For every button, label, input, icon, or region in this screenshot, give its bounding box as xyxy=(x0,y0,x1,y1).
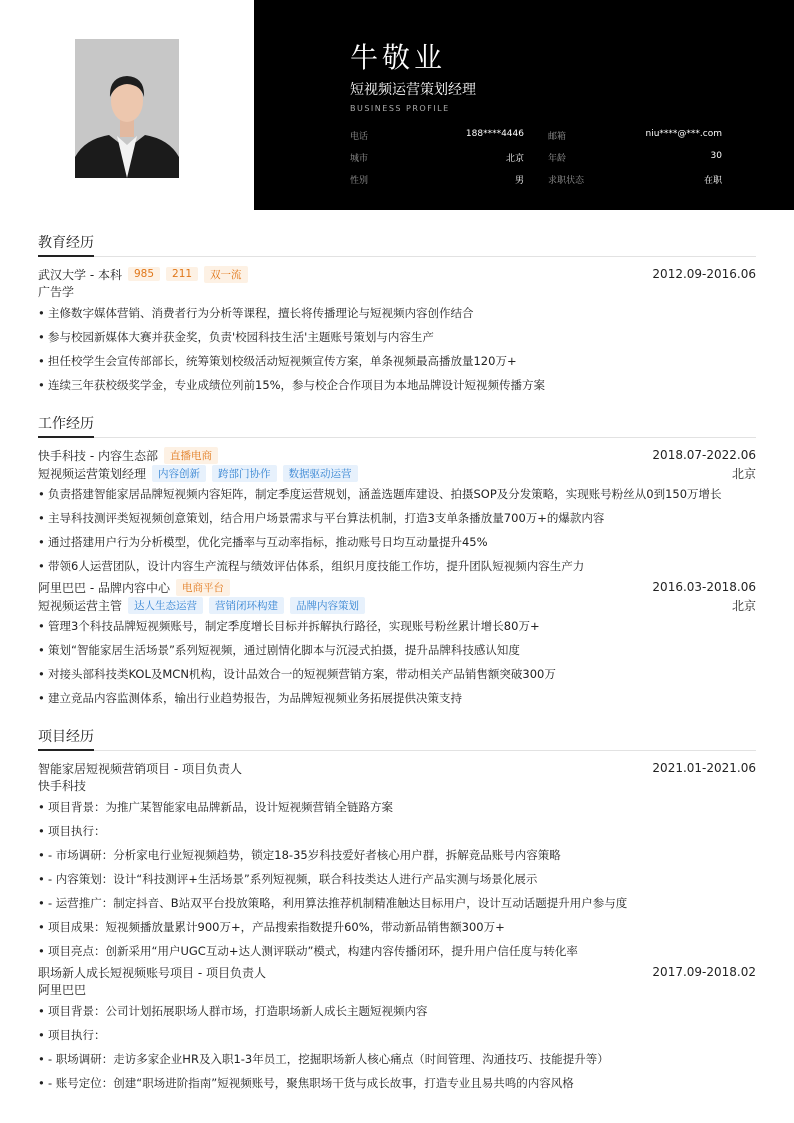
bullet-list xyxy=(38,301,756,397)
project-header xyxy=(38,759,756,777)
date-range: 2016.03-2018.06 xyxy=(652,580,756,594)
city: 北京 xyxy=(731,466,756,481)
job-header xyxy=(38,446,756,464)
list-item: • 对接头部科技类KOL及MCN机构，设计品效合一的短视频营销方案，带动相关产品销售额突破300万 xyxy=(38,662,756,686)
profile-header xyxy=(254,0,794,210)
list-item: • 连续三年获校级奖学金，专业成绩位列前15%，参与校企合作项目为本地品牌设计短视频传播方案 xyxy=(38,373,756,397)
list-item: • 主修数字媒体营销、消费者行为分析等课程，擅长将传播理论与短视频内容创作结合 xyxy=(38,301,756,325)
list-item: • 负责搭建智能家居品牌短视频内容矩阵，制定季度运营规划，涵盖选题库建设、拍摄SOP及分发策略，实现账号粉丝从0到150万增长 xyxy=(38,482,756,506)
company-name: 快手科技 - 内容生态部 xyxy=(38,448,158,463)
tag: 营销闭环构建 xyxy=(209,597,284,614)
role-row xyxy=(38,596,756,614)
info-age: 年龄 30 xyxy=(548,150,722,164)
project-name: 智能家居短视频营销项目 - 项目负责人 xyxy=(38,761,242,776)
list-item: • - 账号定位：创建“职场进阶指南”短视频账号，聚焦职场干货与成长故事，打造专业且易共鸣的内容风格 xyxy=(38,1071,756,1095)
date-range: 2017.09-2018.02 xyxy=(652,965,756,979)
project-entry xyxy=(38,963,756,1095)
date-range: 2021.01-2021.06 xyxy=(652,761,756,775)
list-item: • 项目执行： xyxy=(38,819,756,843)
school-name: 武汉大学 - 本科 xyxy=(38,267,122,282)
tag: 内容创新 xyxy=(152,465,206,482)
info-row xyxy=(350,146,722,168)
list-item: • 参与校园新媒体大赛并获金奖，负责'校园科技生活'主题账号策划与内容生产 xyxy=(38,325,756,349)
tag: 电商平台 xyxy=(176,579,230,596)
bullet-list xyxy=(38,795,756,963)
role-title: 短视频运营主管 xyxy=(38,598,123,613)
info-email: 邮箱 niu****@***.com xyxy=(548,128,722,142)
date-range: 2012.09-2016.06 xyxy=(652,267,756,281)
info-gender: 性别 男 xyxy=(350,175,524,186)
profile-label: BUSINESS PROFILE xyxy=(350,104,450,113)
tag: 跨部门协作 xyxy=(212,465,277,482)
list-item: • 担任校学生会宣传部部长，统筹策划校级活动短视频宣传方案，单条视频最高播放量120万+ xyxy=(38,349,756,373)
bullet-list xyxy=(38,614,756,710)
section-title: 工作经历 xyxy=(38,413,756,438)
job-header xyxy=(38,578,756,596)
role-row xyxy=(38,464,756,482)
list-item: • 项目亮点：创新采用“用户UGC互动+达人测评联动”模式，构建内容传播闭环，提升用户信任度与转化率 xyxy=(38,939,756,963)
tag: 双一流 xyxy=(204,266,248,283)
tag: 数据驱动运营 xyxy=(283,465,358,482)
education-section xyxy=(38,232,756,397)
job-title: 短视频运营策划经理 xyxy=(350,82,476,98)
tag: 达人生态运营 xyxy=(128,597,203,614)
list-item: • 主导科技测评类短视频创意策划，结合用户场景需求与平台算法机制，打造3支单条播放量700万+的爆款内容 xyxy=(38,506,756,530)
project-org: 快手科技 xyxy=(38,779,87,793)
major: 广告学 xyxy=(38,285,75,299)
project-entry xyxy=(38,759,756,963)
info-row xyxy=(350,168,722,190)
project-header xyxy=(38,963,756,981)
list-item: • 项目背景：为推广某智能家电品牌新品，设计短视频营销全链路方案 xyxy=(38,795,756,819)
project-name: 职场新人成长短视频账号项目 - 项目负责人 xyxy=(38,965,266,980)
list-item: • 通过搭建用户行为分析模型，优化完播率与互动率指标，推动账号日均互动量提升45% xyxy=(38,530,756,554)
profile-photo xyxy=(75,39,179,178)
list-item: • - 市场调研：分析家电行业短视频趋势，锁定18-35岁科技爱好者核心用户群，拆解竞品账号内容策略 xyxy=(38,843,756,867)
bullet-list xyxy=(38,999,756,1095)
list-item: • - 职场调研：走访多家企业HR及入职1-3年员工，挖掘职场新人核心痛点（时间管理、沟通技巧、技能提升等） xyxy=(38,1047,756,1071)
tag: 品牌内容策划 xyxy=(290,597,365,614)
company-name: 阿里巴巴 - 品牌内容中心 xyxy=(38,580,170,595)
info-phone: 电话 188****4446 xyxy=(350,128,524,142)
tag: 211 xyxy=(166,267,198,281)
list-item: • 项目执行： xyxy=(38,1023,756,1047)
list-item: • 管理3个科技品牌短视频账号，制定季度增长目标并拆解执行路径，实现账号粉丝累计增长80万+ xyxy=(38,614,756,638)
project-section xyxy=(38,726,756,1095)
info-status: 求职状态 在职 xyxy=(548,175,722,186)
bullet-list xyxy=(38,482,756,578)
info-city: 城市 北京 xyxy=(350,153,524,164)
list-item: • 策划“智能家居生活场景”系列短视频，通过剧情化脚本与沉浸式拍摄，提升品牌科技感认知度 xyxy=(38,638,756,662)
info-row xyxy=(350,124,722,146)
job-entry xyxy=(38,578,756,710)
contact-info xyxy=(350,124,722,190)
date-range: 2018.07-2022.06 xyxy=(652,448,756,462)
job-entry xyxy=(38,446,756,578)
list-item: • 项目背景：公司计划拓展职场人群市场，打造职场新人成长主题短视频内容 xyxy=(38,999,756,1023)
city: 北京 xyxy=(731,598,756,613)
person-photo-icon xyxy=(75,39,179,178)
tag: 直播电商 xyxy=(164,447,218,464)
list-item: • - 运营推广：制定抖音、B站双平台投放策略，利用算法推荐机制精准触达目标用户，设计互动话题提升用户参与度 xyxy=(38,891,756,915)
list-item: • 带领6人运营团队，设计内容生产流程与绩效评估体系，组织月度技能工作坊，提升团队短视频内容生产力 xyxy=(38,554,756,578)
list-item: • - 内容策划：设计“科技测评+生活场景”系列短视频，联合科技类达人进行产品实测与场景化展示 xyxy=(38,867,756,891)
candidate-name: 牛敬业 xyxy=(350,41,447,74)
list-item: • 建立竞品内容监测体系，输出行业趋势报告，为品牌短视频业务拓展提供决策支持 xyxy=(38,686,756,710)
section-title: 项目经历 xyxy=(38,726,756,751)
photo-area xyxy=(0,0,254,210)
work-section xyxy=(38,413,756,710)
section-title: 教育经历 xyxy=(38,232,756,257)
role-title: 短视频运营策划经理 xyxy=(38,466,147,481)
resume-content xyxy=(38,232,756,1111)
list-item: • 项目成果：短视频播放量累计900万+，产品搜索指数提升60%，带动新品销售额300万+ xyxy=(38,915,756,939)
tag: 985 xyxy=(128,267,160,281)
project-org: 阿里巴巴 xyxy=(38,983,87,997)
education-header xyxy=(38,265,756,283)
